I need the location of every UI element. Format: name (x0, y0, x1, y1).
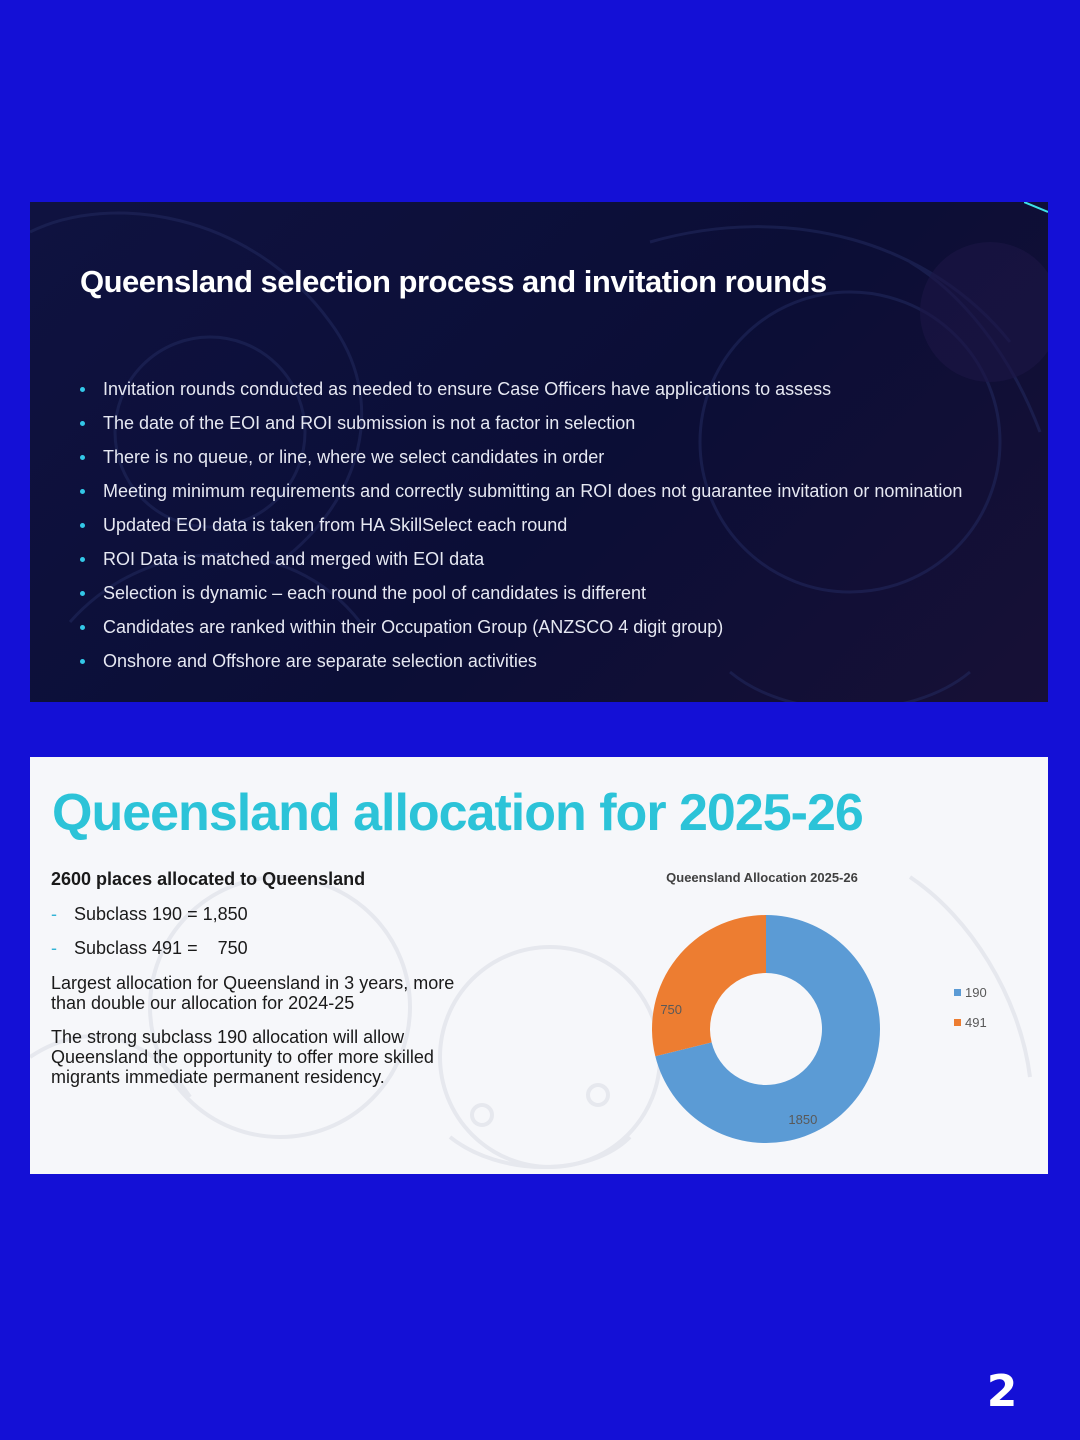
bullet-icon (80, 387, 85, 392)
list-item (78, 474, 962, 508)
slide-selection-process (30, 202, 1048, 702)
selection-bullet-list (78, 372, 962, 678)
dash-bullet: - (51, 938, 57, 958)
list-item (78, 372, 962, 406)
list-item (78, 644, 962, 678)
bullet-icon (80, 455, 85, 460)
slide1-title: Queensland selection process and invitation rounds (80, 264, 827, 299)
bullet-icon (80, 421, 85, 426)
bullet-icon (80, 591, 85, 596)
allocation-note-1: Largest allocation for Queensland in 3 years, more than double our allocation for 2024-25 (51, 973, 455, 1013)
bullet-text: ROI Data is matched and merged with EOI data (103, 549, 485, 569)
legend-swatch-491 (954, 1019, 961, 1026)
bullet-icon (80, 557, 85, 562)
page-number-text: 2 (986, 1366, 1018, 1414)
data-label-190: 1850 (788, 1112, 818, 1128)
bullet-icon (80, 625, 85, 630)
slide-allocation (30, 757, 1048, 1174)
list-item (78, 610, 962, 644)
bullet-text: Invitation rounds conducted as needed to ensure Case Officers have applications to assess (103, 379, 832, 399)
subclass-text: Subclass 491 = 750 (74, 938, 248, 958)
bullet-icon (80, 523, 85, 528)
list-item (78, 508, 962, 542)
subclass-190-item (51, 904, 248, 925)
subclass-491-item (51, 938, 248, 959)
slide2-title: Queensland allocation for 2025-26 (52, 784, 863, 842)
list-item (78, 542, 962, 576)
bullet-text: Selection is dynamic – each round the pool of candidates is different (103, 583, 647, 603)
donut-slice-491 (652, 915, 766, 1056)
data-label-491: 750 (660, 1001, 683, 1017)
bullet-text: The date of the EOI and ROI submission is not a factor in selection (103, 413, 636, 433)
bullet-text: Updated EOI data is taken from HA SkillSelect each round (103, 515, 568, 535)
bullet-text: There is no queue, or line, where we select candidates in order (103, 447, 605, 467)
allocation-headline: 2600 places allocated to Queensland (51, 869, 366, 889)
page-number (982, 1366, 1022, 1414)
bullet-icon (80, 659, 85, 664)
subclass-text: Subclass 190 = 1,850 (74, 904, 248, 924)
bullet-text: Candidates are ranked within their Occupation Group (ANZSCO 4 digit group) (103, 617, 724, 637)
chart-title: Queensland Allocation 2025-26 (666, 870, 858, 885)
allocation-note-2: The strong subclass 190 allocation will allow Queensland the opportunity to offer more skilled migrants immediate permanent residency. (51, 1027, 434, 1087)
dash-bullet: - (51, 904, 57, 924)
bullet-text: Onshore and Offshore are separate selection activities (103, 651, 537, 671)
bullet-icon (80, 489, 85, 494)
list-item (78, 406, 962, 440)
list-item (78, 576, 962, 610)
legend-label-190: 190 (965, 985, 987, 1000)
list-item (78, 440, 962, 474)
bullet-text: Meeting minimum requirements and correctly submitting an ROI does not guarantee invitation or nomination (103, 481, 963, 501)
corner-accent (1024, 202, 1048, 214)
allocation-donut-chart (590, 857, 1030, 1157)
legend-swatch-190 (954, 989, 961, 996)
legend-label-491: 491 (965, 1015, 987, 1030)
